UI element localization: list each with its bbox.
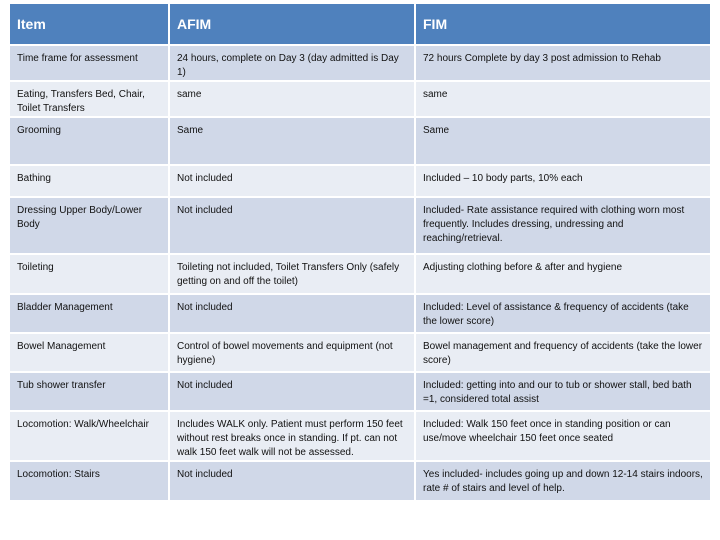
table-row (10, 82, 710, 116)
fim-cell: Bowel management and frequency of accidents (take the lower score) (416, 334, 710, 371)
afim-cell: Not included (170, 462, 414, 500)
fim-cell: Included: Walk 150 feet once in standing position or can use/move wheelchair 150 feet once seated (416, 412, 710, 460)
table-row (10, 295, 710, 332)
fim-cell: Included: Level of assistance & frequency of accidents (take the lower score) (416, 295, 710, 332)
item-cell: Eating, Transfers Bed, Chair, Toilet Transfers (10, 82, 168, 116)
afim-fim-comparison-table (8, 2, 712, 502)
item-cell: Toileting (10, 255, 168, 293)
item-cell: Locomotion: Walk/Wheelchair (10, 412, 168, 460)
fim-cell: Yes included- includes going up and down 12-14 stairs indoors, rate # of stairs and level of help. (416, 462, 710, 500)
item-cell: Dressing Upper Body/Lower Body (10, 198, 168, 253)
header-item: Item (10, 4, 168, 44)
afim-cell: Same (170, 118, 414, 164)
fim-cell: Included- Rate assistance required with clothing worn most frequently. Includes dressing, undressing and reaching/retrieval. (416, 198, 710, 253)
table-row (10, 46, 710, 80)
afim-cell: Not included (170, 373, 414, 410)
table-row (10, 198, 710, 253)
table-row (10, 462, 710, 500)
table-row (10, 373, 710, 410)
afim-cell: Includes WALK only. Patient must perform 150 feet without rest breaks once in standing. If pt. can not walk 150 feet walk will not be assessed. (170, 412, 414, 460)
table-row (10, 334, 710, 371)
fim-cell: Adjusting clothing before & after and hygiene (416, 255, 710, 293)
fim-cell: same (416, 82, 710, 116)
fim-cell: Included – 10 body parts, 10% each (416, 166, 710, 196)
afim-cell: Not included (170, 166, 414, 196)
item-cell: Bowel Management (10, 334, 168, 371)
item-cell: Bladder Management (10, 295, 168, 332)
item-cell: Bathing (10, 166, 168, 196)
item-cell: Grooming (10, 118, 168, 164)
header-fim: FIM (416, 4, 710, 44)
table-row (10, 412, 710, 460)
table-row (10, 255, 710, 293)
afim-cell: Control of bowel movements and equipment (not hygiene) (170, 334, 414, 371)
table-row (10, 118, 710, 164)
item-cell: Locomotion: Stairs (10, 462, 168, 500)
item-cell: Tub shower transfer (10, 373, 168, 410)
header-row (10, 4, 710, 44)
afim-cell: Not included (170, 295, 414, 332)
afim-cell: Not included (170, 198, 414, 253)
afim-cell: Toileting not included, Toilet Transfers Only (safely getting on and off the toilet) (170, 255, 414, 293)
afim-cell: 24 hours, complete on Day 3 (day admitted is Day 1) (170, 46, 414, 80)
header-afim: AFIM (170, 4, 414, 44)
fim-cell: Same (416, 118, 710, 164)
fim-cell: Included: getting into and our to tub or shower stall, bed bath =1, considered total assist (416, 373, 710, 410)
table-row (10, 166, 710, 196)
afim-cell: same (170, 82, 414, 116)
item-cell: Time frame for assessment (10, 46, 168, 80)
fim-cell: 72 hours Complete by day 3 post admission to Rehab (416, 46, 710, 80)
